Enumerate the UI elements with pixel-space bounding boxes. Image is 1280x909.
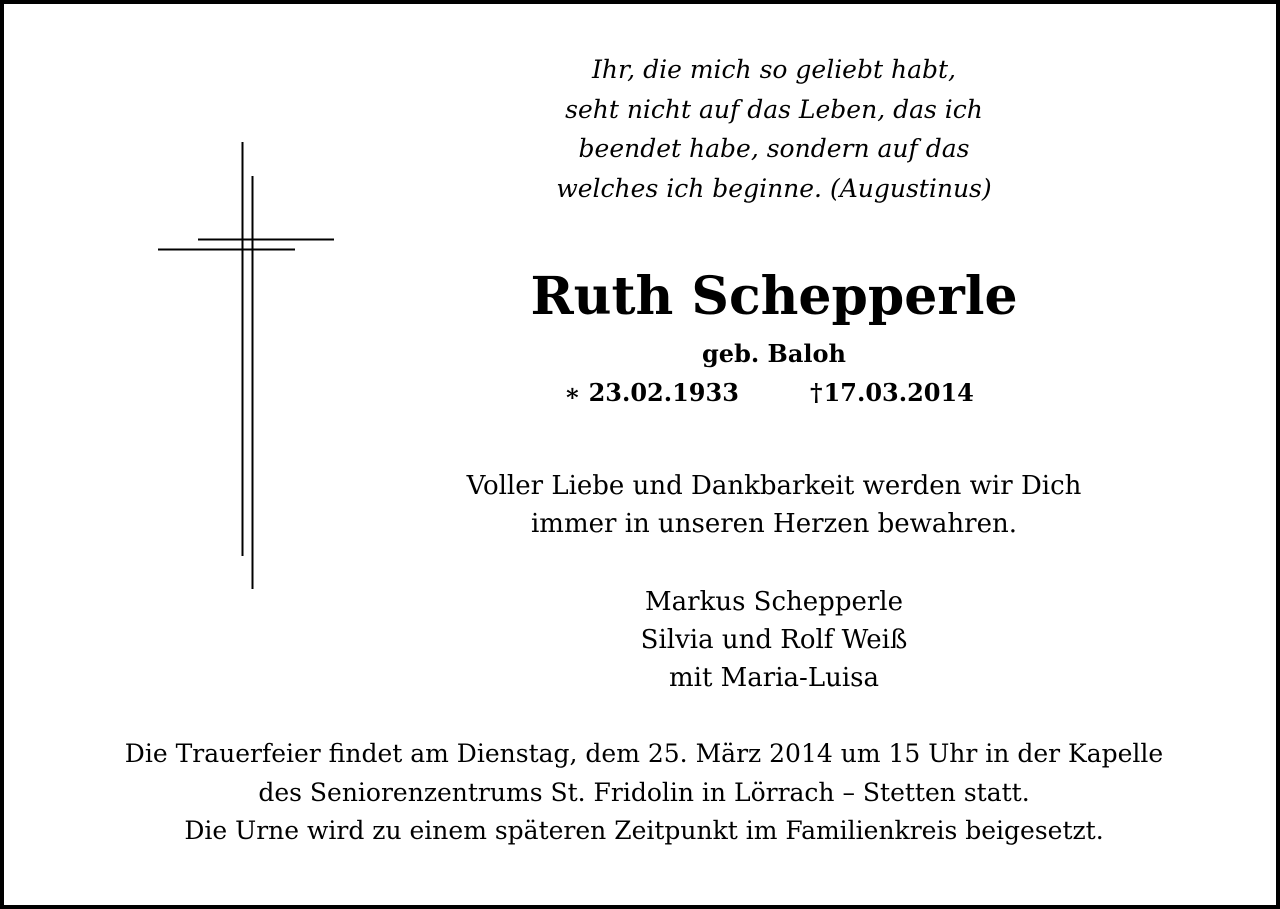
quote-line: Ihr, die mich so geliebt habt, [592,55,956,84]
service-line: des Seniorenzentrums St. Fridolin in Lörrach – Stetten statt. [258,777,1030,807]
life-dates [544,375,1004,411]
mourner-name: mit Maria-Luisa [668,663,879,693]
death-date-group [810,375,974,411]
memorial-quote [474,50,1074,208]
mourner-name: Markus Schepperle [645,587,903,617]
birth-date: 23.02.1933 [588,378,739,407]
deceased-name: Ruth Schepperle [530,266,1018,327]
mourners-list [524,583,1024,697]
quote-line: seht nicht auf das Leben, das ich [565,94,983,124]
condolence-line: Voller Liebe und Dankbarkeit werden wir Dich [466,471,1082,501]
funeral-service-notice [24,735,1264,851]
quote-line: welches ich beginne. (Augustinus) [556,173,992,203]
cross-icon [154,142,339,592]
death-date: 17.03.2014 [823,378,974,407]
service-line: Die Urne wird zu einem späteren Zeitpunkt im Familienkreis beigesetzt. [184,816,1104,845]
death-dagger-icon: † [810,378,823,407]
mourner-name: Silvia und Rolf Weiß [640,625,908,655]
birth-date-group [564,375,739,411]
condolence-line: immer in unseren Herzen bewahren. [530,509,1017,539]
birth-star-icon: ∗ [564,378,581,407]
birth-name: geb. Baloh [702,339,846,368]
service-line: Die Trauerfeier findet am Dienstag, dem 25. März 2014 um 15 Uhr in der Kapelle [124,739,1164,768]
quote-line: beendet habe, sondern auf das [578,134,970,163]
condolence-text [374,467,1174,543]
